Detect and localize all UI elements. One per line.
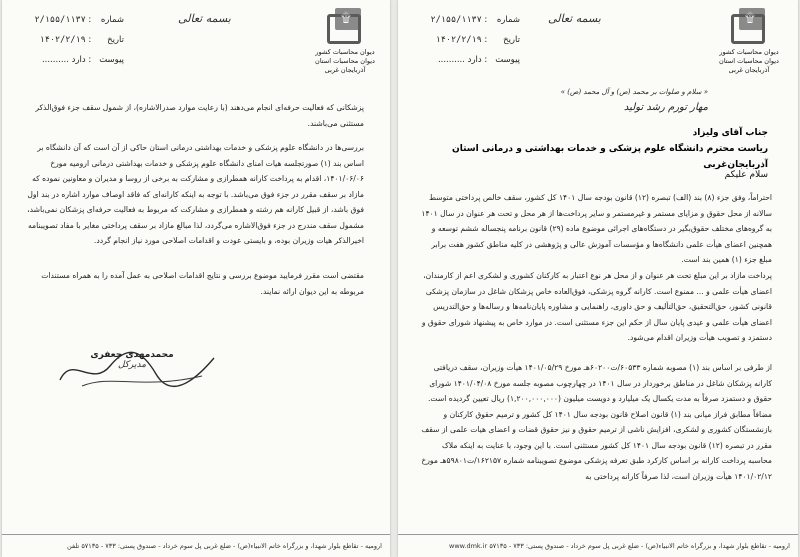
signer-title: مدیرکل <box>117 360 147 370</box>
letter-meta: شماره : ۲/۱۵۵/۱۱۳۷ تاریخ : ۱۴۰۲/۲/۱۹ پیوست : دارد .......... <box>410 10 520 70</box>
letter-page-2 <box>2 0 390 557</box>
letter-meta: شماره : ۲/۱۵۵/۱۱۳۷ تاریخ : ۱۴۰۲/۲/۱۹ پیوست : دارد .......... <box>14 10 124 70</box>
attachment-value: دارد <box>71 55 86 65</box>
paragraph: پزشکانی که فعالیت حرفه‌ای انجام می‌دهند (با رعایت موارد صدرالاشاره)، از شمول سقف جزء فوق‌الذکر مستثنی می‌باشند. <box>35 103 364 128</box>
paragraph: مقتضی است مقرر فرمایید موضوع بررسی و نتایج اقدامات اصلاحی به عمل آمده را به همراه مستندات مربوطه به این دیوان ارائه نمایند. <box>41 271 364 296</box>
attachment-value: دارد <box>467 55 482 65</box>
org-logo <box>718 6 780 75</box>
slogan: مهار تورم رشد تولید <box>623 102 708 113</box>
emblem-icon: ۩ <box>323 6 367 48</box>
salutation: سلام علیکم <box>724 170 768 180</box>
org-branch: دیوان محاسبات استان آذربایجان غربی <box>719 57 779 74</box>
letter-number: ۲/۱۵۵/۱۱۳۷ <box>34 15 86 25</box>
signer-name: محمدمهدی جعفری <box>90 350 174 360</box>
org-branch: دیوان محاسبات استان آذربایجان غربی <box>315 57 375 74</box>
letter-number: ۲/۱۵۵/۱۱۳۷ <box>430 15 482 25</box>
letter-footer: ارومیه - تقاطع بلوار شهدا، و بزرگراه خاتم الانبیاء(ص) - ضلع غربی پل سوم خرداد - صندوق پستی: ۷۳۳ - ۵۷۱۳۵ www.dmk.ir <box>398 534 798 557</box>
recipient-name: جناب آقای ولیزاد <box>692 128 768 138</box>
emblem-icon: ۩ <box>727 6 771 48</box>
paragraph: احتراماً، وفق جزء (۸) بند (الف) تبصره (۱۲) قانون بودجه سال ۱۴۰۱ کل کشور، سقف خالص پرداختی متوسط سالانه از محل حقوق و مزایای مستمر و غیرمستمر و سایر پرداخت‌ها از هر محل و تحت هر عنوان در سال ۱۴۰۱ به گروه‌های مختلف حقوق‌بگیر در دستگاه‌های اجرائی موضوع ماده (۲۹) قانون برنامه پنجساله ششم توسعه و همچنین اعضای هیأت علمی دانشگاه‌ها و مؤسسات آموزش عالی و پژوهشی در کلیه مناطق کشور هفت برابر مبلغ جزء (۱) همین بند است. <box>421 193 772 264</box>
header-note: « سلام و صلوات بر محمد (ص) و آل محمد (ص) » <box>560 88 708 96</box>
letter-footer: ارومیه - تقاطع بلوار شهدا، و بزرگراه خاتم الانبیاء(ص) - ضلع غربی پل سوم خرداد - صندوق پستی: ۷۳۳ - ۵۷۱۳۵ تلفن <box>2 534 390 557</box>
letter-date: ۱۴۰۲/۲/۱۹ <box>39 35 86 45</box>
recipient <box>428 125 768 173</box>
attachment-label: پیوست <box>495 55 520 65</box>
bismillah-heading: بسمه تعالی <box>178 12 231 25</box>
number-label: شماره <box>496 15 520 25</box>
paragraph: از طرفی بر اساس بند (۱) مصوبه شماره ۶۰۵۳۳/ت۶۰۲۰۰هـ مورخ ۱۴۰۱/۰۵/۲۹ هیأت وزیران، سقف دریافتی کارانه پزشکان شاغل در مناطق برخوردار در سال ۱۴۰۱ در چهارچوب مصوبه جلسه مورخ ۱۴۰۱/۰۴/۰۸ شورای حقوق و دستمزد صرفاً به مدت یکسال یک میلیارد و دویست میلیون (۱,۲۰۰,۰۰۰,۰۰۰) ریال تعیین گردیده است. مضافاً مطابق فراز میانی بند (۱) قانون اصلاح قانون بودجه سال ۱۴۰۱ کل کشور و ترمیم حقوق کارکنان و بازنشستگان کشوری و لشکری، افزایش ناشی از ترمیم حقوق و نیز حقوق قضات و اعضای هیات علمی از سقف مقرر در تبصره (۱۲) قانون بودجه سال ۱۴۰۱ کل کشور مستثنی است. با این وجود، با عنایت به اینکه ملاک محاسبه پرداخت کارانه بر اساس کارکرد طبق تعرفه پزشکی موضوع تصویبنامه شماره ۱۶۲۱۵۷/ت۵۹۸۰۱هـ مورخ ۱۴۰۱/۰۲/۱۲ هیأت وزیران است، لذا صرفاً کارانه پرداختی به <box>421 363 772 481</box>
signature-block <box>72 350 192 370</box>
org-name: دیوان محاسبات کشور <box>315 48 375 56</box>
recipient-title: ریاست محترم دانشگاه علوم پزشکی و خدمات بهداشتی و درمانی استان آذربایجان‌غربی <box>452 144 768 170</box>
bismillah-heading: بسمه تعالی <box>548 12 601 25</box>
number-label: شماره <box>100 15 124 25</box>
org-logo <box>314 6 376 75</box>
signature-scribble-icon <box>52 344 222 394</box>
org-name: دیوان محاسبات کشور <box>719 48 779 56</box>
date-label: تاریخ <box>107 35 124 45</box>
date-label: تاریخ <box>503 35 520 45</box>
paragraph: پرداخت مازاد بر این مبلغ تحت هر عنوان و از محل هر نوع اعتبار به کارکنان کشوری و لشکری اعم از کارمندان، اعضای هیأت علمی و ... ممنوع است. کارانه گروه پزشکی، فوق‌العاده خاص پزشکان شاغل در سازمان پزشکی قانونی کشور، حق‌التحقیق، حق‌التألیف و حق داوری، راهنمایی و مشاوره پایان‌نامه‌ها و رساله‌ها و حق‌التدریس اعضای هیأت علمی و عیدی پایان سال از حکم این جزء مستثنی است. در موارد خاص به پیشنهاد شورای حقوق و دستمزد و تصویب هیأت وزیران اقدام می‌شود. <box>421 271 772 342</box>
attachment-label: پیوست <box>99 55 124 65</box>
paragraph: بررسی‌ها در دانشگاه علوم پزشکی و خدمات بهداشتی درمانی استان حاکی از آن است که آن دانشگاه بر اساس بند (۱) صورتجلسه هیات امنای دانشگاه علوم پزشکی و خدمات بهداشتی درمانی ارومیه مورخ ۱۴۰۱/۰۶/۰۶، اقدام به پرداخت کارانه همطرازی و مشارکت به برخی از روسا و مدیران و معاونین نموده که مازاد بر سقف مقرر در جزء فوق می‌باشد. با توجه به اینکه کارانه‌ای که فاقد اوصاف موارد اشاره در بند اول فوق باشد، از قبیل کارانه هم رشته و همطرازی و مشارکت که مربوط به فعالیت حرفه‌ای پزشکان نمی‌باشد، مشمول سقف مندرج در جزء فوق‌الاشاره می‌گردد، لذا مبالغ مازاد بر سقف پرداختی مغایر با مفاد تصویبنامه اخیرالذکر هیات وزیران بوده، و بایستی عودت و اقدامات اصلاحی مورد نیاز انجام گردد. <box>27 143 364 245</box>
letter-date: ۱۴۰۲/۲/۱۹ <box>435 35 482 45</box>
letter-page-1 <box>398 0 798 557</box>
